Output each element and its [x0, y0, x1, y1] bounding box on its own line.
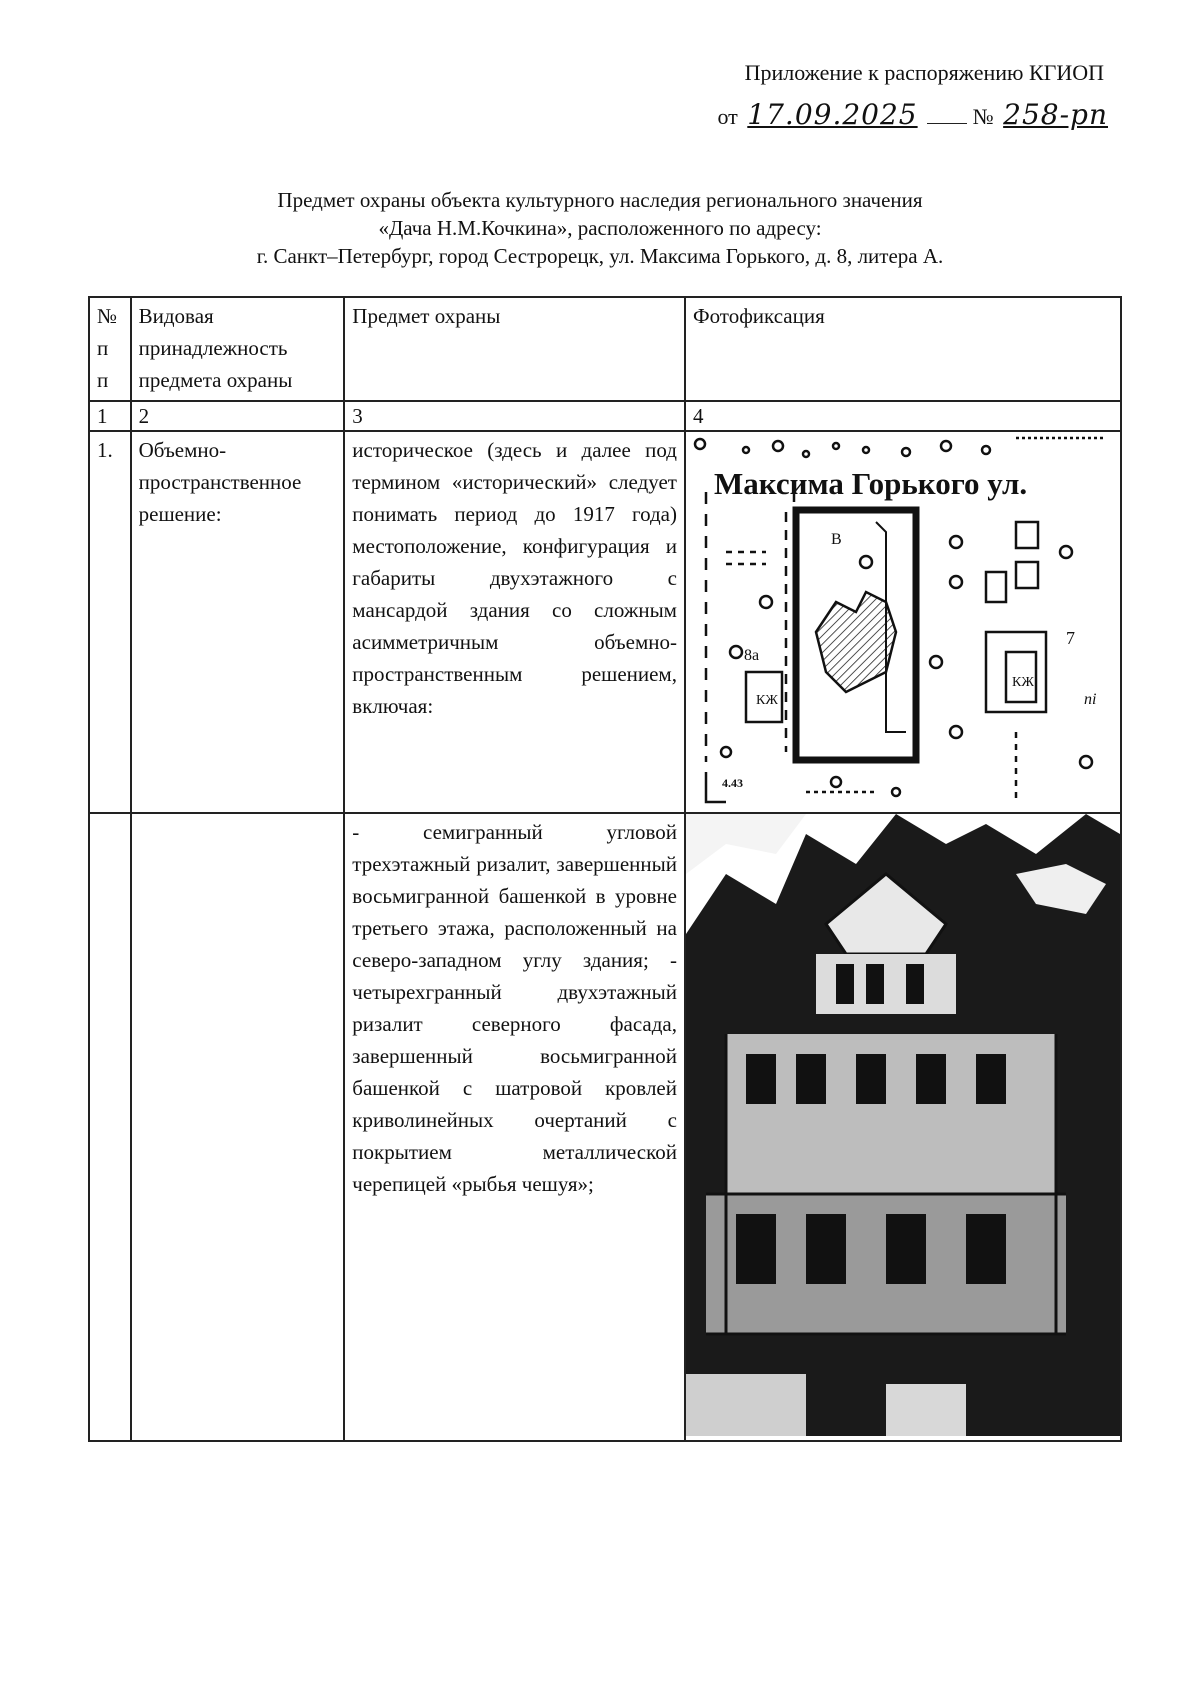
order-reference [717, 98, 1112, 131]
header-type: Видовая принадлежность предмета охраны [131, 297, 345, 401]
document-title [150, 186, 1050, 270]
header-num: № п п [89, 297, 131, 401]
row1-num: 1. [89, 431, 131, 813]
row2-subject: - семигранный угловой трехэтажный ризалит, завершенный восьмигранной башенкой в уровне третьего этажа, расположенный на северо-западном углу здания; - четырехгранный двухэтажный ризалит северного фасада, завершенный восьмигранной башенкой с шатровой кровлей криволинейных очертаний с покрытием металлической черепицей «рыбья чешуя»; [344, 813, 685, 1441]
title-line-2: «Дача Н.М.Кочкина», расположенного по адресу: [378, 216, 822, 240]
map-label-kzh-left: КЖ [755, 693, 778, 708]
row2-num [89, 813, 131, 1441]
row2-type [131, 813, 345, 1441]
order-number: 258-рп [1003, 98, 1108, 131]
map-label-8a: 8а [743, 647, 760, 664]
from-label: от [717, 104, 738, 129]
appendix-header [745, 60, 1104, 86]
map-label-pic: пі [1083, 691, 1097, 708]
appendix-title: Приложение к распоряжению КГИОП [744, 60, 1104, 85]
row1-subject: историческое (здесь и далее под термином «исторический» следует понимать период до 1917 года) местоположение, конфигурация и габариты двухэтажного с мансардой здания со сложным асимметричным объемно-пространственным решением, включая: [344, 431, 685, 813]
map-label-kzh-right: КЖ [1011, 675, 1034, 690]
map-label-elevation: 4.43 [721, 776, 743, 790]
table-header-row [89, 297, 1121, 401]
title-line-3: г. Санкт–Петербург, город Сестрорецк, ул. Максима Горького, д. 8, литера А. [256, 244, 944, 268]
col-number-3: 3 [344, 401, 685, 431]
title-line-1: Предмет охраны объекта культурного наследия регионального значения [277, 188, 923, 212]
row1-photo-cell [685, 431, 1121, 813]
row1-type: Объемно-пространственное решение: [131, 431, 345, 813]
header-photo: Фотофиксация [685, 297, 1121, 401]
site-plan-map [686, 432, 1120, 808]
row2-photo-cell [685, 813, 1121, 1441]
map-label-b: В [830, 531, 842, 548]
table-row [89, 431, 1121, 813]
building-photo [686, 814, 1120, 1436]
col-number-4: 4 [685, 401, 1121, 431]
column-number-row [89, 401, 1121, 431]
number-label: № [972, 104, 994, 129]
col-number-2: 2 [131, 401, 345, 431]
order-date: 17.09.2025 [747, 98, 918, 131]
map-street-label: Максима Горького ул. [713, 466, 1028, 501]
map-label-7: 7 [1065, 628, 1075, 648]
header-subject: Предмет охраны [344, 297, 685, 401]
protection-table [88, 296, 1122, 1442]
col-number-1: 1 [89, 401, 131, 431]
date-underline [927, 123, 967, 124]
table-row [89, 813, 1121, 1441]
